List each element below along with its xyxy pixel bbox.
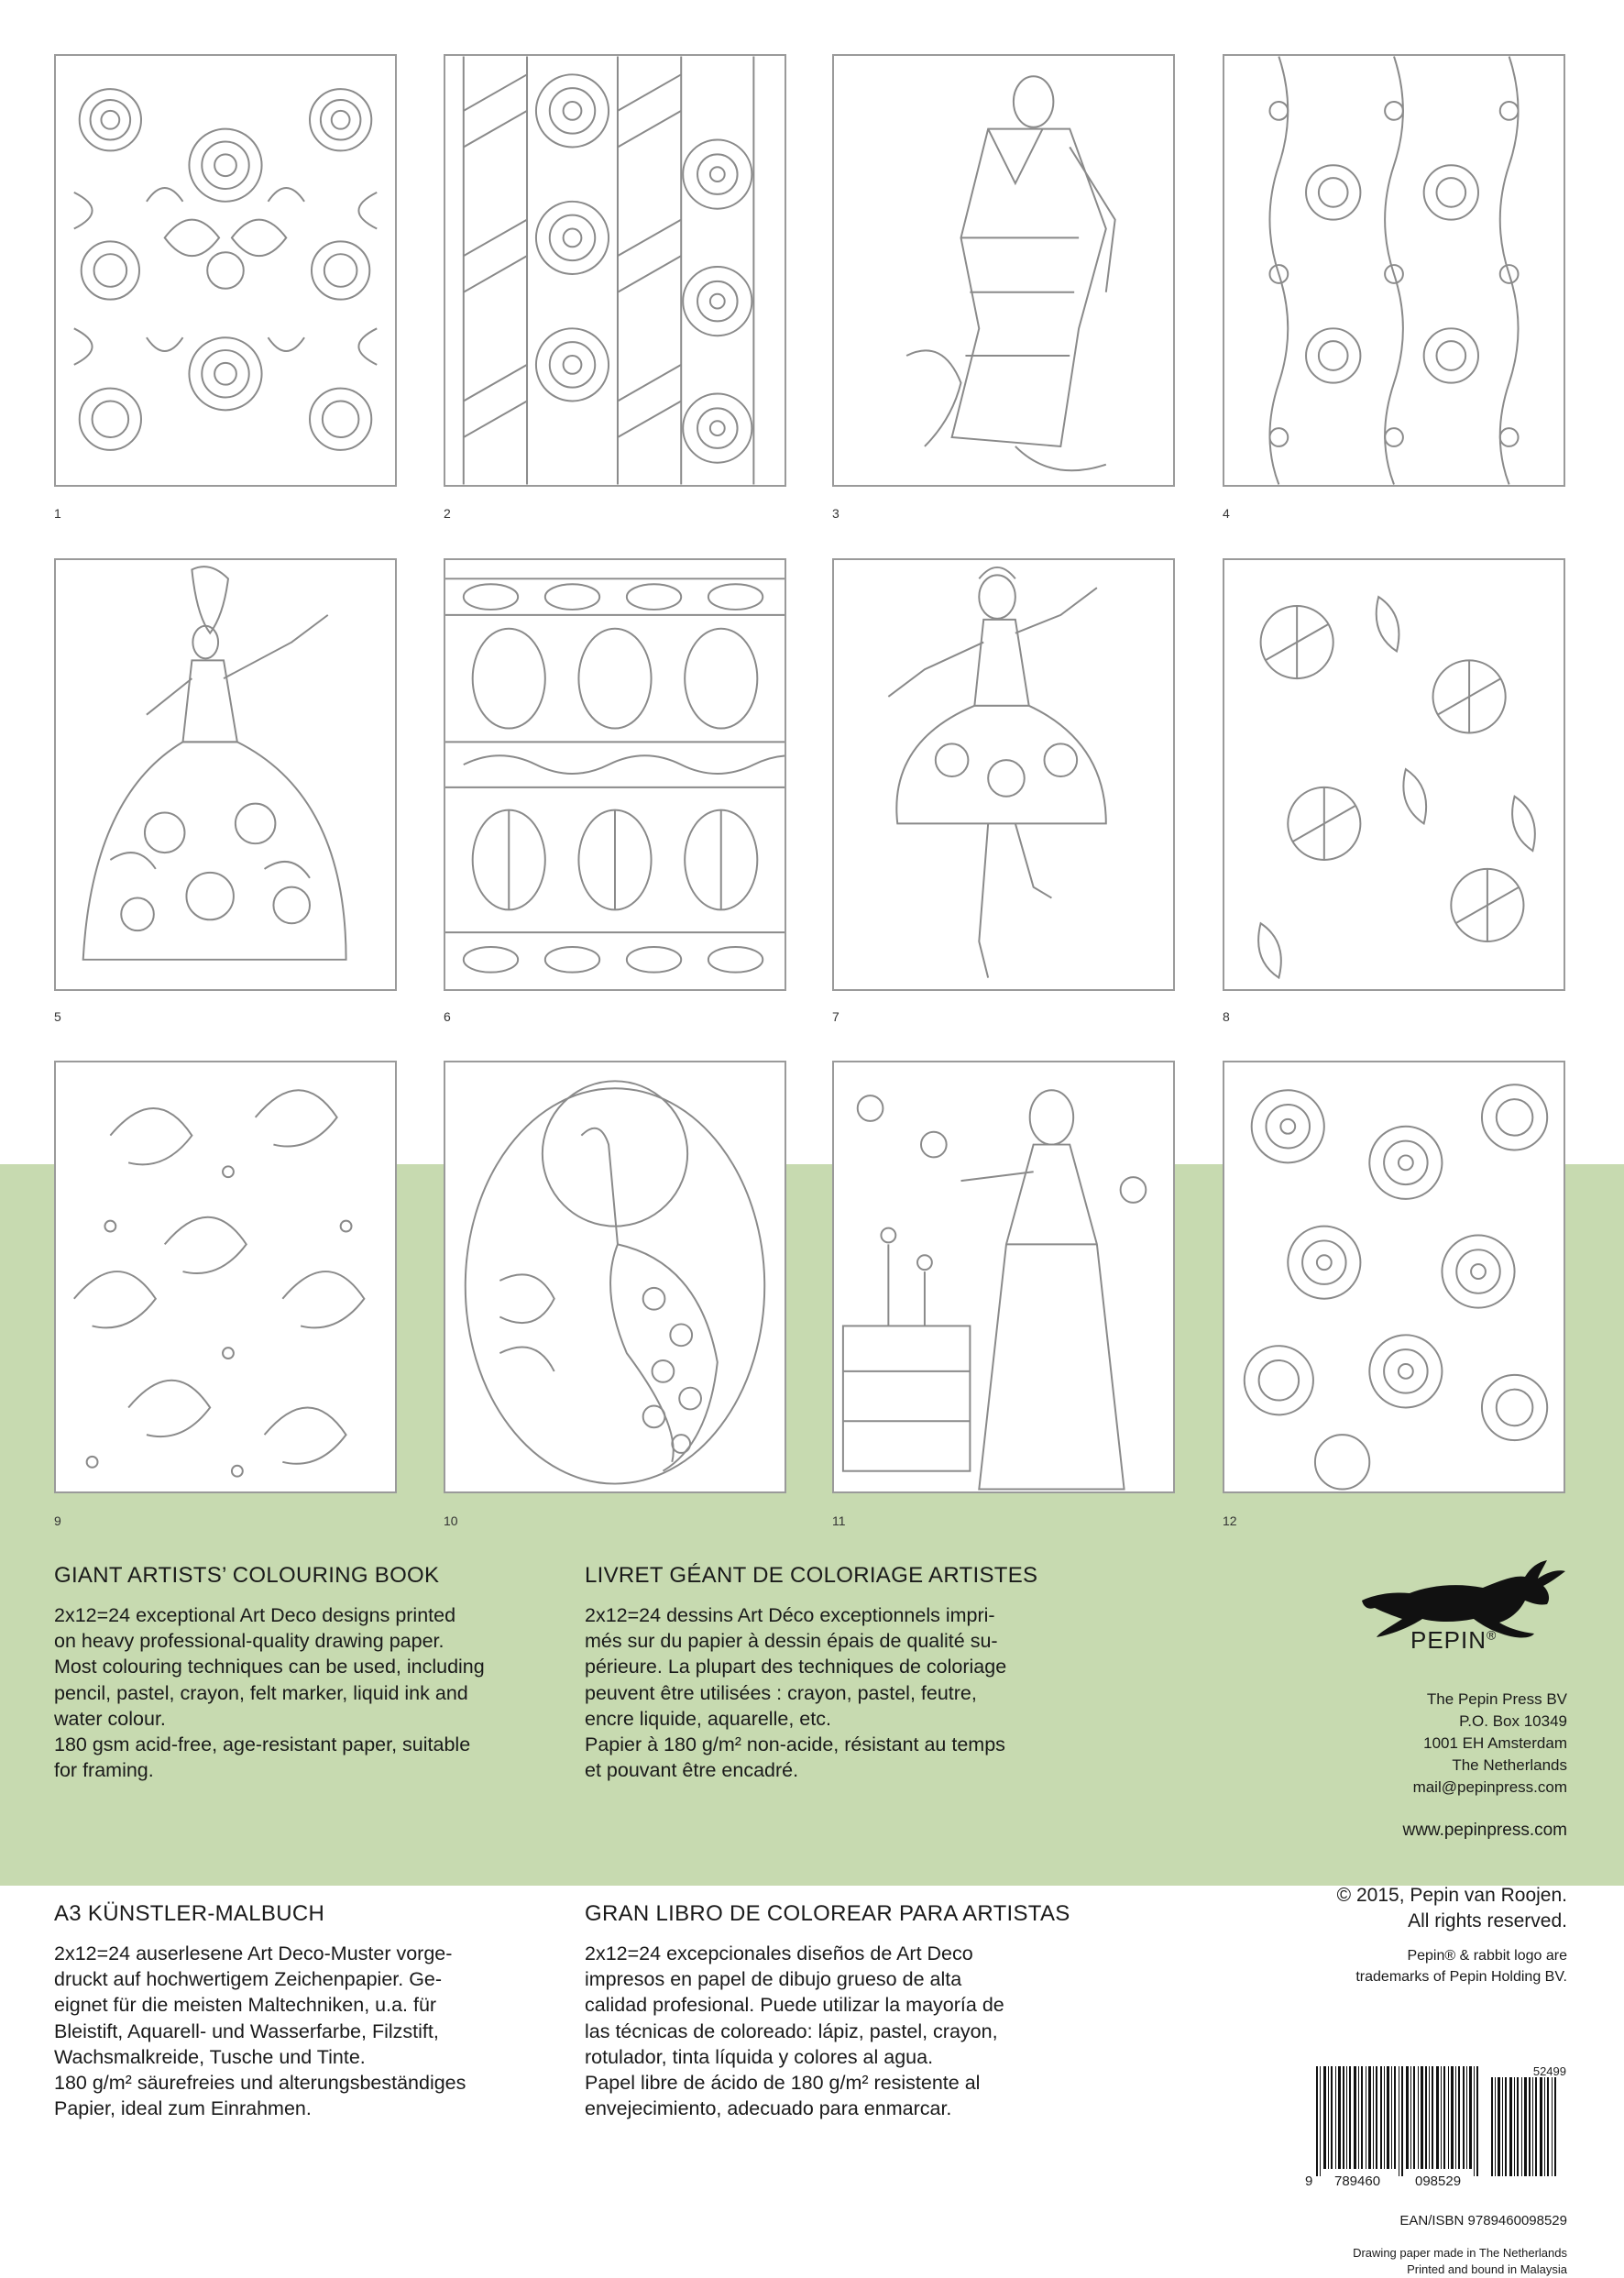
ornamental-rows-drawing [445, 560, 785, 989]
spanish-description: 2x12=24 excepcionales diseños de Art Deco impresos en papel de dibujo grueso de alta calidad profesional. Puede utilizar la mayoría de las técnicas de coloreado: lápiz, pastel, crayon, rotulador, tinta líquida y colores al agua. Papel libre de ácido de 180 g/m² resistente al envejecimiento, adecuado para enmarcar. [585, 1942, 1004, 2120]
production-line: Drawing paper made in The Netherlands [1353, 2246, 1567, 2260]
thumbnail-5 [54, 558, 397, 991]
thumbnail-number: 12 [1223, 1513, 1237, 1528]
production-line: Printed and bound in Malaysia [1407, 2262, 1567, 2276]
fashion-figure-drawing [834, 56, 1173, 485]
trademark-line: trademarks of Pepin Holding BV. [1355, 1969, 1567, 1985]
german-description: 2x12=24 auserlesene Art Deco-Muster vorge- druckt auf hochwertigem Zeichenpapier. Ge- eignet für die meisten Maltechniken, u.a. für Bleistift, Aquarell- und Wasserfarbe, Filzstift, Wachsmalkreide, Tusche und Tinte. 180 g/m² säurefreies und alterungsbeständiges Papier, ideal zum Einrahmen. [54, 1942, 466, 2120]
lady-interior-drawing [834, 1062, 1173, 1491]
thumbnail-11 [832, 1061, 1175, 1493]
thumbnail-number: 2 [444, 506, 451, 521]
thumbnail-9 [54, 1061, 397, 1493]
thumbnail-number: 11 [832, 1513, 846, 1528]
thumbnail-6 [444, 558, 786, 991]
thumbnail-number: 7 [832, 1009, 839, 1024]
thumbnail-number: 5 [54, 1009, 61, 1024]
thumbnail-7 [832, 558, 1175, 991]
publisher-address [1413, 1689, 1567, 1799]
email-address: mail@pepinpress.com [1412, 1778, 1567, 1796]
thumbnail-1 [54, 54, 397, 487]
peacock-oval-drawing [445, 1062, 785, 1491]
leaves-pattern-drawing [1224, 560, 1564, 989]
geometric-spirals-drawing [445, 56, 785, 485]
thumbnail-number: 6 [444, 1009, 451, 1024]
thumbnail-number: 3 [832, 506, 839, 521]
french-title: LIVRET GÉANT DE COLORIAGE ARTISTES [585, 1563, 1038, 1588]
thumbnail-2 [444, 54, 786, 487]
address-line: The Pepin Press BV [1426, 1690, 1567, 1708]
ean-isbn: EAN/ISBN 9789460098529 [1399, 2213, 1567, 2228]
thumbnail-number: 10 [444, 1513, 458, 1528]
thumbnail-4 [1223, 54, 1565, 487]
barcode [1303, 2061, 1572, 2191]
french-description: 2x12=24 dessins Art Déco exceptionnels impri- més sur du papier à dessin épais de qualité su- périeure. La plupart des techniques de coloriage peuvent être utilisées : crayon, pastel, feutre, encre liquide, aquarelle, etc. Papier à 180 g/m² non-acide, résistant au temps et pouvant être encadré. [585, 1604, 1007, 1782]
barcode-digit-group: 789460 [1334, 2173, 1381, 2189]
thumbnail-10 [444, 1061, 786, 1493]
address-line: The Netherlands [1452, 1756, 1567, 1774]
address-line: 1001 EH Amsterdam [1423, 1734, 1567, 1752]
flower-rosettes-drawing [1224, 1062, 1564, 1491]
thumbnail-number: 8 [1223, 1009, 1230, 1024]
thumbnail-number: 4 [1223, 506, 1230, 521]
website-url: www.pepinpress.com [1402, 1821, 1567, 1840]
thumbnail-3 [832, 54, 1175, 487]
english-title: GIANT ARTISTS’ COLOURING BOOK [54, 1563, 440, 1588]
thumbnail-number: 1 [54, 506, 61, 521]
lady-gown-drawing [56, 560, 395, 989]
barcode-digit-prefix: 9 [1305, 2173, 1313, 2189]
thumbnail-number: 9 [54, 1513, 61, 1528]
registered-mark: ® [1487, 1627, 1497, 1643]
brand-name [1410, 1626, 1496, 1655]
production-info [1353, 2245, 1567, 2278]
trademark-line: Pepin® & rabbit logo are [1407, 1948, 1567, 1964]
barcode-bars-icon [1303, 2061, 1572, 2191]
spanish-title: GRAN LIBRO DE COLOREAR PARA ARTISTAS [585, 1901, 1070, 1926]
paisley-pattern-drawing [56, 1062, 395, 1491]
address-line: P.O. Box 10349 [1459, 1712, 1567, 1730]
trademark-notice [1355, 1945, 1567, 1987]
barcode-digit-group: 098529 [1415, 2173, 1462, 2189]
dancer-drawing [834, 560, 1173, 989]
english-description: 2x12=24 exceptional Art Deco designs printed on heavy professional-quality drawing paper. Most colouring techniques can be used, including pencil, pastel, crayon, felt marker, liquid ink and water colour. 180 gsm acid-free, age-resistant paper, suitable for framing. [54, 1604, 485, 1782]
thumbnail-8 [1223, 558, 1565, 991]
copyright-notice [1337, 1883, 1567, 1934]
brand-name-text: PEPIN [1410, 1626, 1487, 1654]
roses-kaleidoscope-drawing [56, 56, 395, 485]
copyright-line: All rights reserved. [1408, 1910, 1567, 1931]
floral-stripes-drawing [1224, 56, 1564, 485]
copyright-line: © 2015, Pepin van Roojen. [1336, 1885, 1567, 1906]
german-title: A3 KÜNSTLER-MALBUCH [54, 1901, 325, 1926]
thumbnail-12 [1223, 1061, 1565, 1493]
barcode-addon-number: 52499 [1532, 2064, 1566, 2078]
